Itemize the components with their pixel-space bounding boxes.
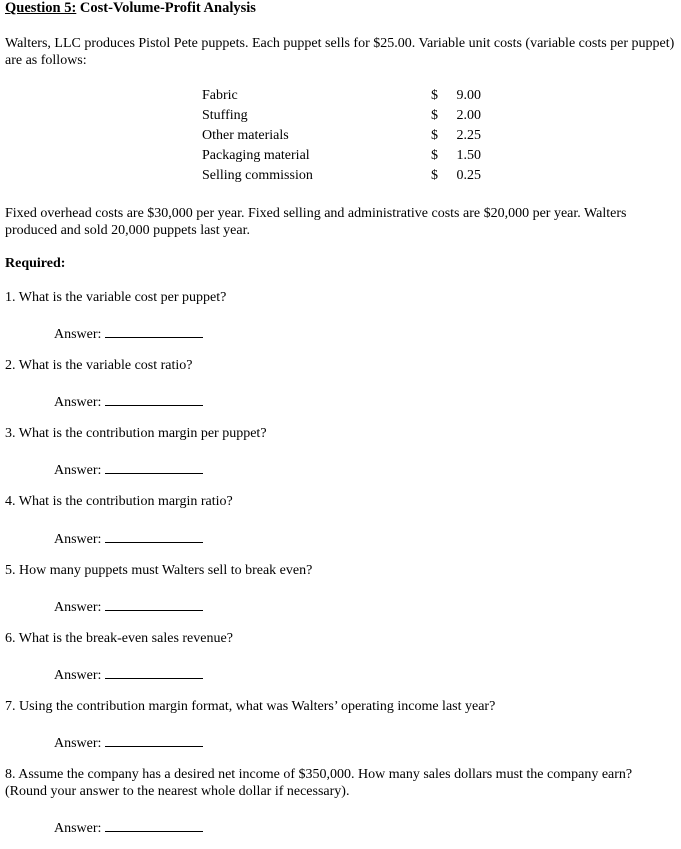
answer-2 — [54, 391, 203, 411]
answer-blank[interactable] — [105, 528, 203, 543]
answer-label: Answer: — [54, 532, 102, 547]
answer-blank[interactable] — [105, 664, 203, 679]
question-subject: Cost-Volume-Profit Analysis — [79, 0, 256, 16]
answer-7 — [54, 732, 203, 752]
answer-label: Answer: — [54, 668, 102, 683]
answer-label: Answer: — [54, 600, 102, 615]
answer-4 — [54, 528, 203, 548]
cost-value: 2.25 — [456, 128, 481, 143]
answer-5 — [54, 596, 203, 616]
answer-blank[interactable] — [105, 596, 203, 611]
question-5: 5. How many puppets must Walters sell to break even? — [5, 563, 313, 578]
question-3: 3. What is the contribution margin per puppet? — [5, 426, 267, 441]
question-7: 7. Using the contribution margin format, what was Walters’ operating income last year? — [5, 699, 496, 714]
intro-paragraph: Walters, LLC produces Pistol Pete puppets. Each puppet sells for $25.00. Variable unit costs (variable costs per puppet) are as follows: — [5, 36, 675, 68]
answer-label: Answer: — [54, 327, 102, 342]
question-1: 1. What is the variable cost per puppet? — [5, 290, 227, 305]
answer-label: Answer: — [54, 395, 102, 410]
cost-row-fabric — [202, 87, 492, 107]
question-6: 6. What is the break-even sales revenue? — [5, 631, 233, 646]
cost-currency: $ — [431, 148, 438, 163]
cost-value: 2.00 — [456, 108, 481, 123]
question-8: 8. Assume the company has a desired net income of $350,000. How many sales dollars must the company earn? (Round your answer to the nearest whole dollar if necessary). — [5, 767, 633, 799]
answer-label: Answer: — [54, 736, 102, 751]
question-title — [5, 0, 256, 17]
answer-3 — [54, 459, 203, 479]
cost-label: Fabric — [202, 88, 238, 103]
cost-row-other-materials — [202, 127, 492, 147]
answer-8 — [54, 817, 203, 837]
cost-label: Stuffing — [202, 108, 248, 123]
answer-blank[interactable] — [105, 817, 203, 832]
cost-currency: $ — [431, 168, 438, 183]
question-number: Question 5: — [5, 0, 77, 16]
answer-1 — [54, 323, 203, 343]
question-4: 4. What is the contribution margin ratio? — [5, 494, 233, 509]
answer-6 — [54, 664, 203, 684]
cost-row-packaging-material — [202, 147, 492, 167]
cost-row-selling-commission — [202, 167, 492, 187]
cost-label: Packaging material — [202, 148, 310, 163]
answer-label: Answer: — [54, 821, 102, 836]
answer-blank[interactable] — [105, 732, 203, 747]
fixed-costs-paragraph: Fixed overhead costs are $30,000 per year. Fixed selling and administrative costs are $20,000 per year. Walters produced and sold 20,000 puppets last year. — [5, 206, 627, 238]
cost-currency: $ — [431, 88, 438, 103]
answer-blank[interactable] — [105, 323, 203, 338]
cost-label: Other materials — [202, 128, 289, 143]
cost-row-stuffing — [202, 107, 492, 127]
answer-blank[interactable] — [105, 391, 203, 406]
cost-value: 9.00 — [456, 88, 481, 103]
cost-currency: $ — [431, 128, 438, 143]
answer-label: Answer: — [54, 463, 102, 478]
cost-value: 0.25 — [456, 168, 481, 183]
required-heading: Required: — [5, 256, 66, 271]
answer-blank[interactable] — [105, 459, 203, 474]
cost-label: Selling commission — [202, 168, 313, 183]
question-2: 2. What is the variable cost ratio? — [5, 358, 193, 373]
cost-value: 1.50 — [456, 148, 481, 163]
cost-currency: $ — [431, 108, 438, 123]
